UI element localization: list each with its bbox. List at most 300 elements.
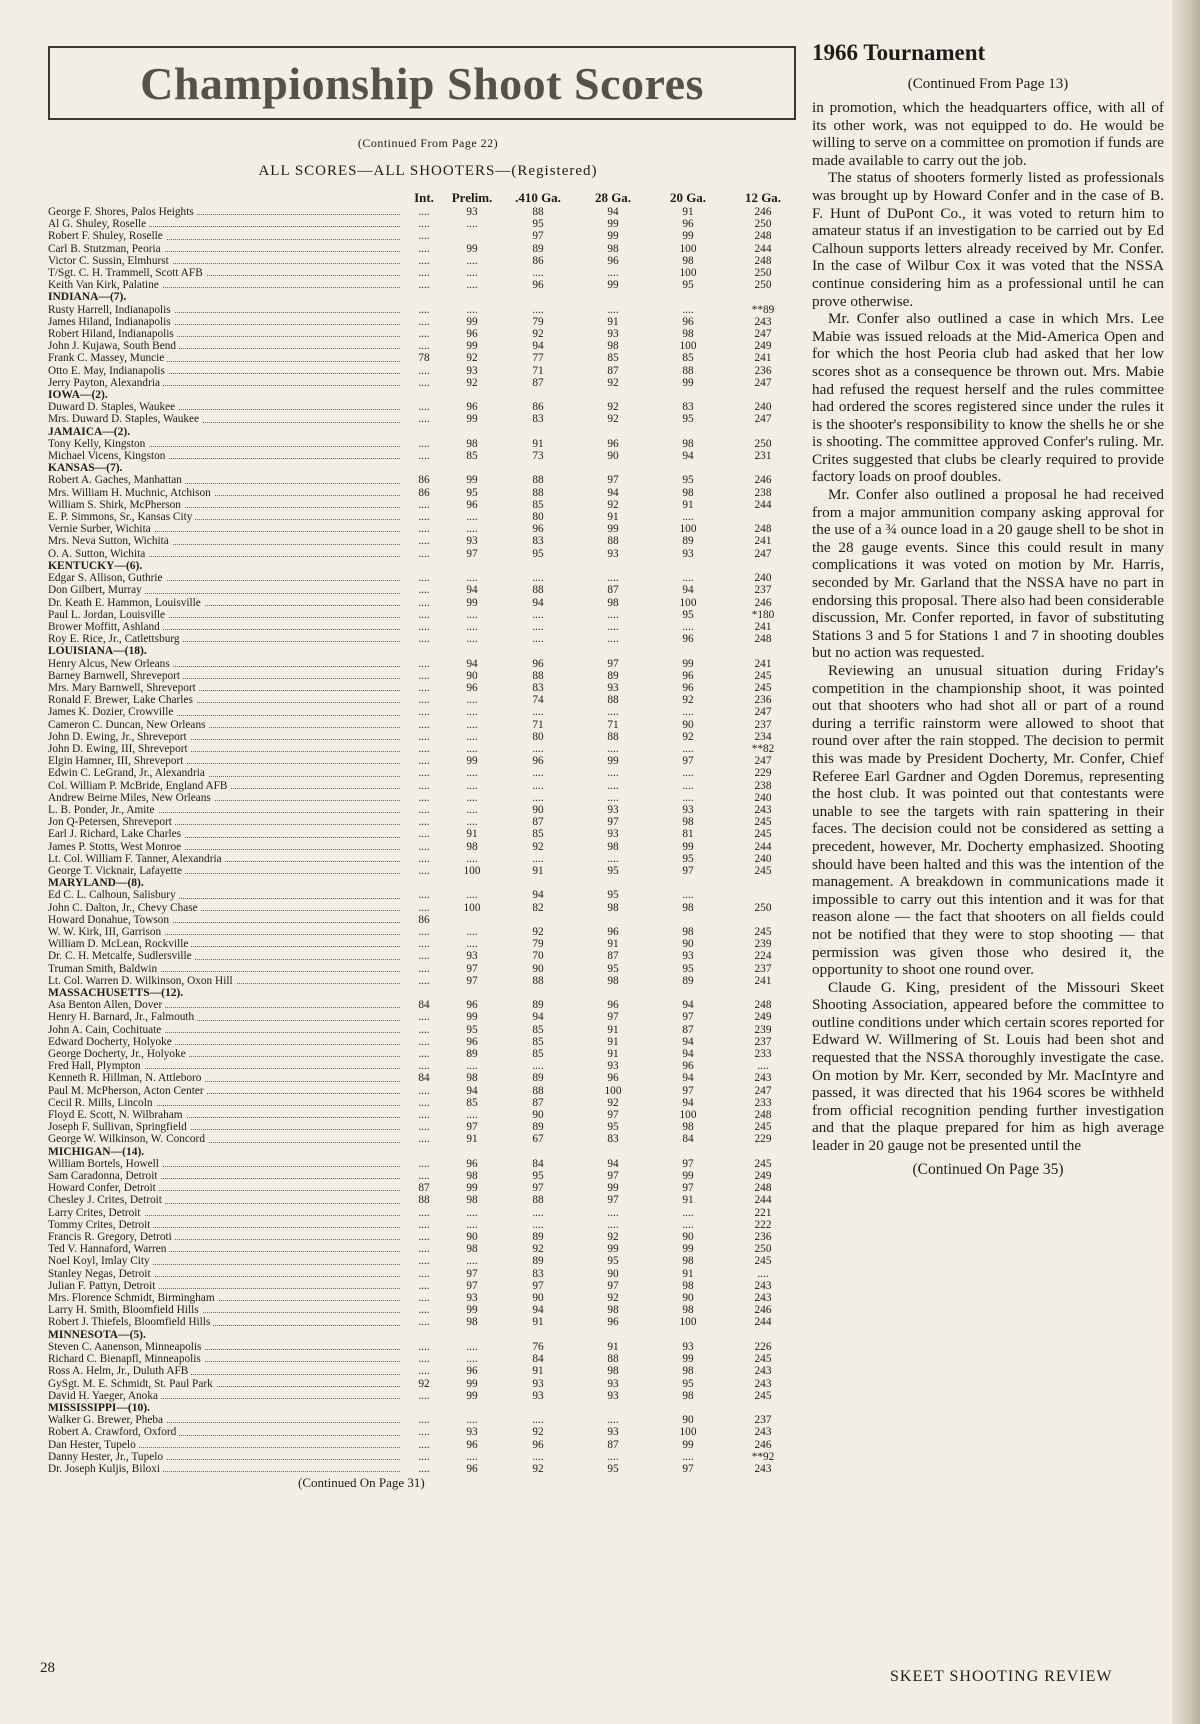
score-cell: ....: [532, 706, 544, 719]
score-cell: 94: [466, 1084, 478, 1097]
table-row: [48, 401, 800, 413]
score-cell: 247: [754, 328, 772, 341]
score-cell: 245: [754, 925, 772, 938]
score-cell: 99: [466, 755, 478, 768]
shooter-name-cell: [48, 1085, 404, 1097]
table-row: [48, 1255, 800, 1267]
score-cell: 86: [418, 486, 430, 499]
score-cell: 241: [754, 620, 772, 633]
table-row: [48, 633, 800, 645]
shooter-name: Mrs. William H. Muchnic, Atchison: [48, 487, 214, 499]
score-cell: 93: [466, 1426, 478, 1439]
shooter-name: W. W. Kirk, III, Garrison: [48, 926, 164, 938]
shooter-name-cell: [48, 950, 404, 962]
score-cell: ....: [418, 1414, 430, 1427]
score-cell: ....: [418, 364, 430, 377]
shooter-name: Sam Caradonna, Detroit: [48, 1170, 161, 1182]
score-cell: 91: [682, 1194, 694, 1207]
score-cell: 97: [682, 864, 694, 877]
score-cell: 99: [466, 1389, 478, 1402]
score-cell: 93: [607, 328, 619, 341]
score-cell: ....: [418, 889, 430, 902]
score-cell: ....: [418, 523, 430, 536]
score-cell: ....: [466, 1414, 478, 1427]
score-cell: 245: [754, 1389, 772, 1402]
score-cell: 97: [466, 974, 478, 987]
score-cell: 98: [466, 1243, 478, 1256]
shooter-name: Barney Barnwell, Shreveport: [48, 670, 183, 682]
score-cell: 71: [532, 718, 544, 731]
score-cell: ....: [418, 279, 430, 292]
score-cell: ....: [418, 962, 430, 975]
shooter-name-cell: [48, 828, 404, 840]
shooter-name: Floyd E. Scott, N. Wilbraham: [48, 1109, 186, 1121]
column-header: [48, 190, 404, 206]
shooter-name-cell: [48, 1365, 404, 1377]
score-cell: 92: [682, 694, 694, 707]
score-cell: ....: [418, 511, 430, 524]
score-cell: 247: [754, 755, 772, 768]
score-cell: 99: [466, 1377, 478, 1390]
score-cell: 95: [607, 1462, 619, 1475]
shooter-name-cell: [48, 377, 404, 389]
score-cell: 94: [682, 1048, 694, 1061]
score-cell: ....: [418, 596, 430, 609]
score-cell: ....: [682, 791, 694, 804]
score-cell: 100: [679, 242, 697, 255]
shooter-name-cell: [48, 401, 404, 413]
shooter-name-cell: [48, 1463, 404, 1475]
score-cell: 246: [754, 596, 772, 609]
score-cell: 237: [754, 962, 772, 975]
shooter-name-cell: [48, 1378, 404, 1390]
score-cell: 243: [754, 1365, 772, 1378]
shooter-name-cell: [48, 719, 404, 731]
score-cell: 90: [532, 1292, 544, 1305]
score-cell: 243: [754, 1292, 772, 1305]
table-row: [48, 1390, 800, 1402]
shooter-name-cell: [48, 304, 404, 316]
shooter-name: Noel Koyl, Imlay City: [48, 1255, 153, 1267]
score-cell: ....: [682, 706, 694, 719]
score-cell: [576, 914, 650, 926]
score-cell: 94: [682, 1072, 694, 1085]
shooter-name: George W. Wilkinson, W. Concord: [48, 1133, 208, 1145]
state-heading-row: [48, 1329, 800, 1341]
title-box: [48, 46, 796, 120]
score-cell: ....: [418, 315, 430, 328]
column-header: .410 Ga.: [515, 190, 561, 205]
score-cell: 98: [466, 840, 478, 853]
score-cell: 97: [532, 230, 544, 243]
score-cell: ....: [466, 718, 478, 731]
score-cell: 97: [466, 962, 478, 975]
shooter-name-cell: [48, 682, 404, 694]
score-cell: ....: [466, 254, 478, 267]
score-cell: 246: [754, 1304, 772, 1317]
shooter-name-cell: [48, 1268, 404, 1280]
shooter-name-cell: [48, 1109, 404, 1121]
score-cell: ....: [418, 535, 430, 548]
score-cell: 245: [754, 828, 772, 841]
shooter-name: James Hiland, Indianapolis: [48, 316, 174, 328]
score-cell: 91: [532, 437, 544, 450]
shooter-name: Larry H. Smith, Bloomfield Hills: [48, 1304, 202, 1316]
score-cell: ....: [418, 1035, 430, 1048]
state-heading: JAMAICA—(2).: [48, 425, 131, 438]
score-cell: 91: [607, 938, 619, 951]
score-cell: 237: [754, 1414, 772, 1427]
table-row: [48, 1182, 800, 1194]
shooter-name-cell: [48, 902, 404, 914]
score-cell: 93: [682, 1340, 694, 1353]
shooter-name-cell: [48, 1439, 404, 1451]
score-cell: 85: [532, 1023, 544, 1036]
score-cell: 99: [682, 840, 694, 853]
score-cell: 91: [607, 511, 619, 524]
score-cell: 98: [682, 437, 694, 450]
score-cell: ....: [682, 742, 694, 755]
score-cell: 96: [607, 1316, 619, 1329]
score-cell: 94: [682, 1096, 694, 1109]
score-cell: 97: [466, 1121, 478, 1134]
shooter-name-cell: [48, 267, 404, 279]
score-cell: ....: [532, 852, 544, 865]
table-row: [48, 352, 800, 364]
state-heading: KENTUCKY—(6).: [48, 559, 143, 572]
score-cell: 96: [682, 681, 694, 694]
score-cell: 97: [607, 657, 619, 670]
score-cell: 88: [532, 474, 544, 487]
score-cell: ....: [418, 340, 430, 353]
score-cell: 233: [754, 1096, 772, 1109]
score-cell: 83: [532, 681, 544, 694]
shooter-name-cell: [48, 1060, 404, 1072]
score-cell: 98: [607, 596, 619, 609]
score-cell: 98: [607, 1304, 619, 1317]
state-heading: LOUISIANA—(18).: [48, 645, 147, 658]
score-cell: ....: [466, 303, 478, 316]
score-cell: 93: [607, 681, 619, 694]
score-cell: ....: [466, 633, 478, 646]
score-cell: 88: [532, 486, 544, 499]
score-cell: 222: [754, 1218, 772, 1231]
score-cell: 93: [532, 1389, 544, 1402]
score-cell: 96: [466, 1157, 478, 1170]
shooter-name-cell: [48, 938, 404, 950]
table-row: [48, 1109, 800, 1121]
score-cell: 80: [532, 730, 544, 743]
table-row: [48, 621, 800, 633]
table-row: [48, 377, 800, 389]
shooter-name: Henry Alcus, New Orleans: [48, 658, 173, 670]
score-cell: 99: [682, 230, 694, 243]
article-column: [812, 40, 1164, 1179]
score-cell: ....: [532, 633, 544, 646]
score-cell: 99: [466, 242, 478, 255]
score-cell: 98: [466, 1072, 478, 1085]
score-cell: ....: [418, 1121, 430, 1134]
score-cell: 250: [754, 1243, 772, 1256]
score-cell: 89: [532, 242, 544, 255]
column-header: 20 Ga.: [669, 190, 707, 205]
score-cell: ....: [418, 1170, 430, 1183]
shooter-name-cell: [48, 999, 404, 1011]
score-cell: ....: [532, 1450, 544, 1463]
shooter-name: Paul M. McPherson, Acton Center: [48, 1085, 207, 1097]
score-cell: 96: [682, 1060, 694, 1073]
table-row: [48, 1292, 800, 1304]
table-row: [48, 413, 800, 425]
shooter-name: Roy E. Rice, Jr., Catlettsburg: [48, 633, 183, 645]
score-cell: 84: [532, 1157, 544, 1170]
table-row: [48, 243, 800, 255]
score-cell: 91: [532, 1316, 544, 1329]
score-cell: 100: [463, 901, 481, 914]
shooter-name: Victor C. Sussin, Elmhurst: [48, 255, 172, 267]
shooter-name: Steven C. Aanenson, Minneapolis: [48, 1341, 204, 1353]
score-cell: 74: [532, 694, 544, 707]
score-cell: 92: [607, 1292, 619, 1305]
shooter-name: William Bortels, Howell: [48, 1158, 162, 1170]
score-cell: 97: [466, 1279, 478, 1292]
table-row: [48, 804, 800, 816]
table-row: [48, 767, 800, 779]
table-row: [48, 841, 800, 853]
score-cell: ....: [607, 706, 619, 719]
scores-table: [48, 190, 800, 1475]
score-cell: 85: [682, 352, 694, 365]
score-cell: 80: [532, 511, 544, 524]
score-cell: 245: [754, 669, 772, 682]
score-cell: ....: [607, 303, 619, 316]
shooter-name: William S. Shirk, McPherson: [48, 499, 184, 511]
score-cell: 83: [607, 1133, 619, 1146]
score-cell: ....: [418, 1060, 430, 1073]
score-cell: [726, 914, 800, 926]
table-row: [48, 523, 800, 535]
score-cell: 96: [607, 999, 619, 1012]
score-cell: ....: [418, 852, 430, 865]
score-cell: 91: [607, 1023, 619, 1036]
score-cell: 248: [754, 1182, 772, 1195]
score-cell: 246: [754, 206, 772, 218]
score-cell: 234: [754, 730, 772, 743]
score-cell: ....: [418, 1206, 430, 1219]
shooter-name: Fred Hall, Plympton: [48, 1060, 144, 1072]
score-cell: ....: [532, 1206, 544, 1219]
shooter-name: Robert J. Thiefels, Bloomfield Hills: [48, 1316, 213, 1328]
shooter-name: James K. Dozier, Crowville: [48, 706, 176, 718]
shooter-name-cell: [48, 804, 404, 816]
score-cell: 99: [682, 1353, 694, 1366]
score-cell: 94: [682, 999, 694, 1012]
score-cell: ....: [418, 376, 430, 389]
shooter-name-cell: [48, 1121, 404, 1133]
shooter-name: Keith Van Kirk, Palatine: [48, 279, 162, 291]
score-cell: 90: [682, 1414, 694, 1427]
score-cell: 91: [607, 315, 619, 328]
score-cell: ....: [418, 938, 430, 951]
shooter-name: George Docherty, Jr., Holyoke: [48, 1048, 189, 1060]
score-cell: 88: [532, 206, 544, 218]
score-cell: 96: [532, 1438, 544, 1451]
score-cell: ....: [418, 254, 430, 267]
score-cell: ....: [418, 742, 430, 755]
table-row: [48, 499, 800, 511]
score-cell: ....: [418, 657, 430, 670]
score-cell: 247: [754, 413, 772, 426]
score-cell: ....: [418, 803, 430, 816]
score-cell: ....: [466, 620, 478, 633]
score-cell: 249: [754, 1170, 772, 1183]
score-cell: 98: [607, 340, 619, 353]
score-cell: 94: [466, 657, 478, 670]
shooter-name: Truman Smith, Baldwin: [48, 963, 160, 975]
score-cell: ....: [466, 608, 478, 621]
score-cell: ....: [418, 1011, 430, 1024]
table-row: [48, 743, 800, 755]
score-cell: 240: [754, 852, 772, 865]
score-cell: ....: [532, 1218, 544, 1231]
shooter-name: Vernie Surber, Wichita: [48, 523, 154, 535]
score-cell: 85: [466, 1096, 478, 1109]
state-heading: MARYLAND—(8).: [48, 877, 144, 890]
table-row: [48, 1207, 800, 1219]
table-row: [48, 853, 800, 865]
score-cell: ....: [607, 1450, 619, 1463]
score-cell: 247: [754, 376, 772, 389]
score-cell: 245: [754, 1121, 772, 1134]
score-cell: 98: [607, 974, 619, 987]
scores-column: [48, 46, 808, 1491]
continued-from-note: (Continued From Page 22): [357, 136, 499, 150]
shooter-name-cell: [48, 706, 404, 718]
shooter-name: James P. Stotts, West Monroe: [48, 841, 184, 853]
state-heading: IOWA—(2).: [48, 389, 108, 402]
score-cell: 100: [463, 864, 481, 877]
shooter-name-cell: [48, 1194, 404, 1206]
shooter-name: Jon Q-Petersen, Shreveport: [48, 816, 175, 828]
score-cell: 93: [607, 828, 619, 841]
shooter-name: Jerry Payton, Alexandria: [48, 377, 163, 389]
score-cell: 97: [466, 1267, 478, 1280]
score-cell: 95: [532, 1170, 544, 1183]
score-cell: ....: [418, 1096, 430, 1109]
score-cell: ....: [418, 669, 430, 682]
score-cell: 96: [466, 1035, 478, 1048]
score-cell: ....: [418, 1109, 430, 1122]
score-cell: 96: [532, 755, 544, 768]
score-cell: ....: [418, 608, 430, 621]
score-cell: ....: [418, 1255, 430, 1268]
score-cell: 86: [418, 474, 430, 487]
score-cell: 93: [532, 1377, 544, 1390]
score-cell: 98: [682, 1121, 694, 1134]
column-header: 28 Ga.: [594, 190, 632, 205]
score-cell: ....: [466, 267, 478, 280]
state-heading: MASSACHUSETTS—(12).: [48, 987, 184, 999]
score-cell: ....: [418, 206, 430, 218]
score-cell: 87: [607, 1438, 619, 1451]
table-row: [48, 438, 800, 450]
score-cell: ....: [418, 1450, 430, 1463]
shooter-name: John D. Ewing, Jr., Shreveport: [48, 731, 190, 743]
score-cell: 98: [607, 840, 619, 853]
score-cell: 96: [466, 1438, 478, 1451]
score-cell: 98: [682, 1304, 694, 1317]
score-cell: ....: [682, 889, 694, 902]
page-number: 28: [40, 1660, 55, 1676]
state-heading-row: [48, 462, 800, 474]
article-paragraph: Mr. Confer also outlined a case in which Mrs. Lee Mabie was issued reloads at the Mid-America Open and for which the host Peoria club had asked that her low scores shot as a consequence be thrown out. Mrs. Mabie had refused the request herself and the rules committee had ordered the scores registered since under the rules it is the shooter's responsibility to know the shells he or she is shooting. The committee approved Confer's ruling. Mr. Crites suggested that clubs be clearly required to provide factory loads on proof doubles.: [812, 310, 1164, 486]
shooter-name-cell: [48, 767, 404, 779]
table-row: [48, 1231, 800, 1243]
score-cell: ....: [682, 1450, 694, 1463]
score-cell: 95: [682, 962, 694, 975]
shooter-name: Ronald F. Brewer, Lake Charles: [48, 694, 196, 706]
score-cell: ....: [418, 694, 430, 707]
table-row: [48, 694, 800, 706]
score-cell: 96: [682, 669, 694, 682]
shooter-name: Mrs. Florence Schmidt, Birmingham: [48, 1292, 218, 1304]
score-cell: ....: [607, 852, 619, 865]
shooter-name-cell: [48, 1072, 404, 1084]
table-row: [48, 1085, 800, 1097]
score-cell: 95: [607, 864, 619, 877]
score-cell: 87: [418, 1182, 430, 1195]
shooter-name-cell: [48, 1390, 404, 1402]
shooter-name: John C. Dalton, Jr., Chevy Chase: [48, 902, 201, 914]
shooter-name-cell: [48, 1414, 404, 1426]
score-cell: 96: [466, 498, 478, 511]
score-cell: 243: [754, 1462, 772, 1475]
table-row: [48, 1048, 800, 1060]
table-row: [48, 999, 800, 1011]
score-cell: ....: [418, 620, 430, 633]
table-row: [48, 816, 800, 828]
score-cell: ....: [466, 938, 478, 951]
score-cell: 94: [607, 206, 619, 218]
score-cell: 98: [682, 254, 694, 267]
score-cell: ....: [418, 267, 430, 280]
score-cell: *180: [751, 608, 775, 621]
score-cell: 100: [679, 1109, 697, 1122]
table-row: [48, 1304, 800, 1316]
score-cell: 94: [682, 1035, 694, 1048]
shooter-name-cell: [48, 1024, 404, 1036]
table-row: [48, 535, 800, 547]
score-cell: 98: [682, 901, 694, 914]
score-cell: ....: [418, 1438, 430, 1451]
score-cell: 98: [466, 437, 478, 450]
score-cell: ....: [466, 1218, 478, 1231]
score-cell: 100: [604, 1084, 622, 1097]
shooter-name: Chesley J. Crites, Detroit: [48, 1194, 165, 1206]
score-cell: 226: [754, 1340, 772, 1353]
score-cell: ....: [418, 1267, 430, 1280]
shooter-name-cell: [48, 1011, 404, 1023]
score-cell: 99: [607, 230, 619, 243]
score-cell: 91: [532, 1365, 544, 1378]
table-row: [48, 328, 800, 340]
score-cell: 84: [682, 1133, 694, 1146]
score-cell: 94: [532, 340, 544, 353]
shooter-name: O. A. Sutton, Wichita: [48, 548, 148, 560]
score-cell: [444, 914, 500, 926]
shooter-name-cell: [48, 1219, 404, 1231]
score-cell: ....: [418, 1462, 430, 1475]
